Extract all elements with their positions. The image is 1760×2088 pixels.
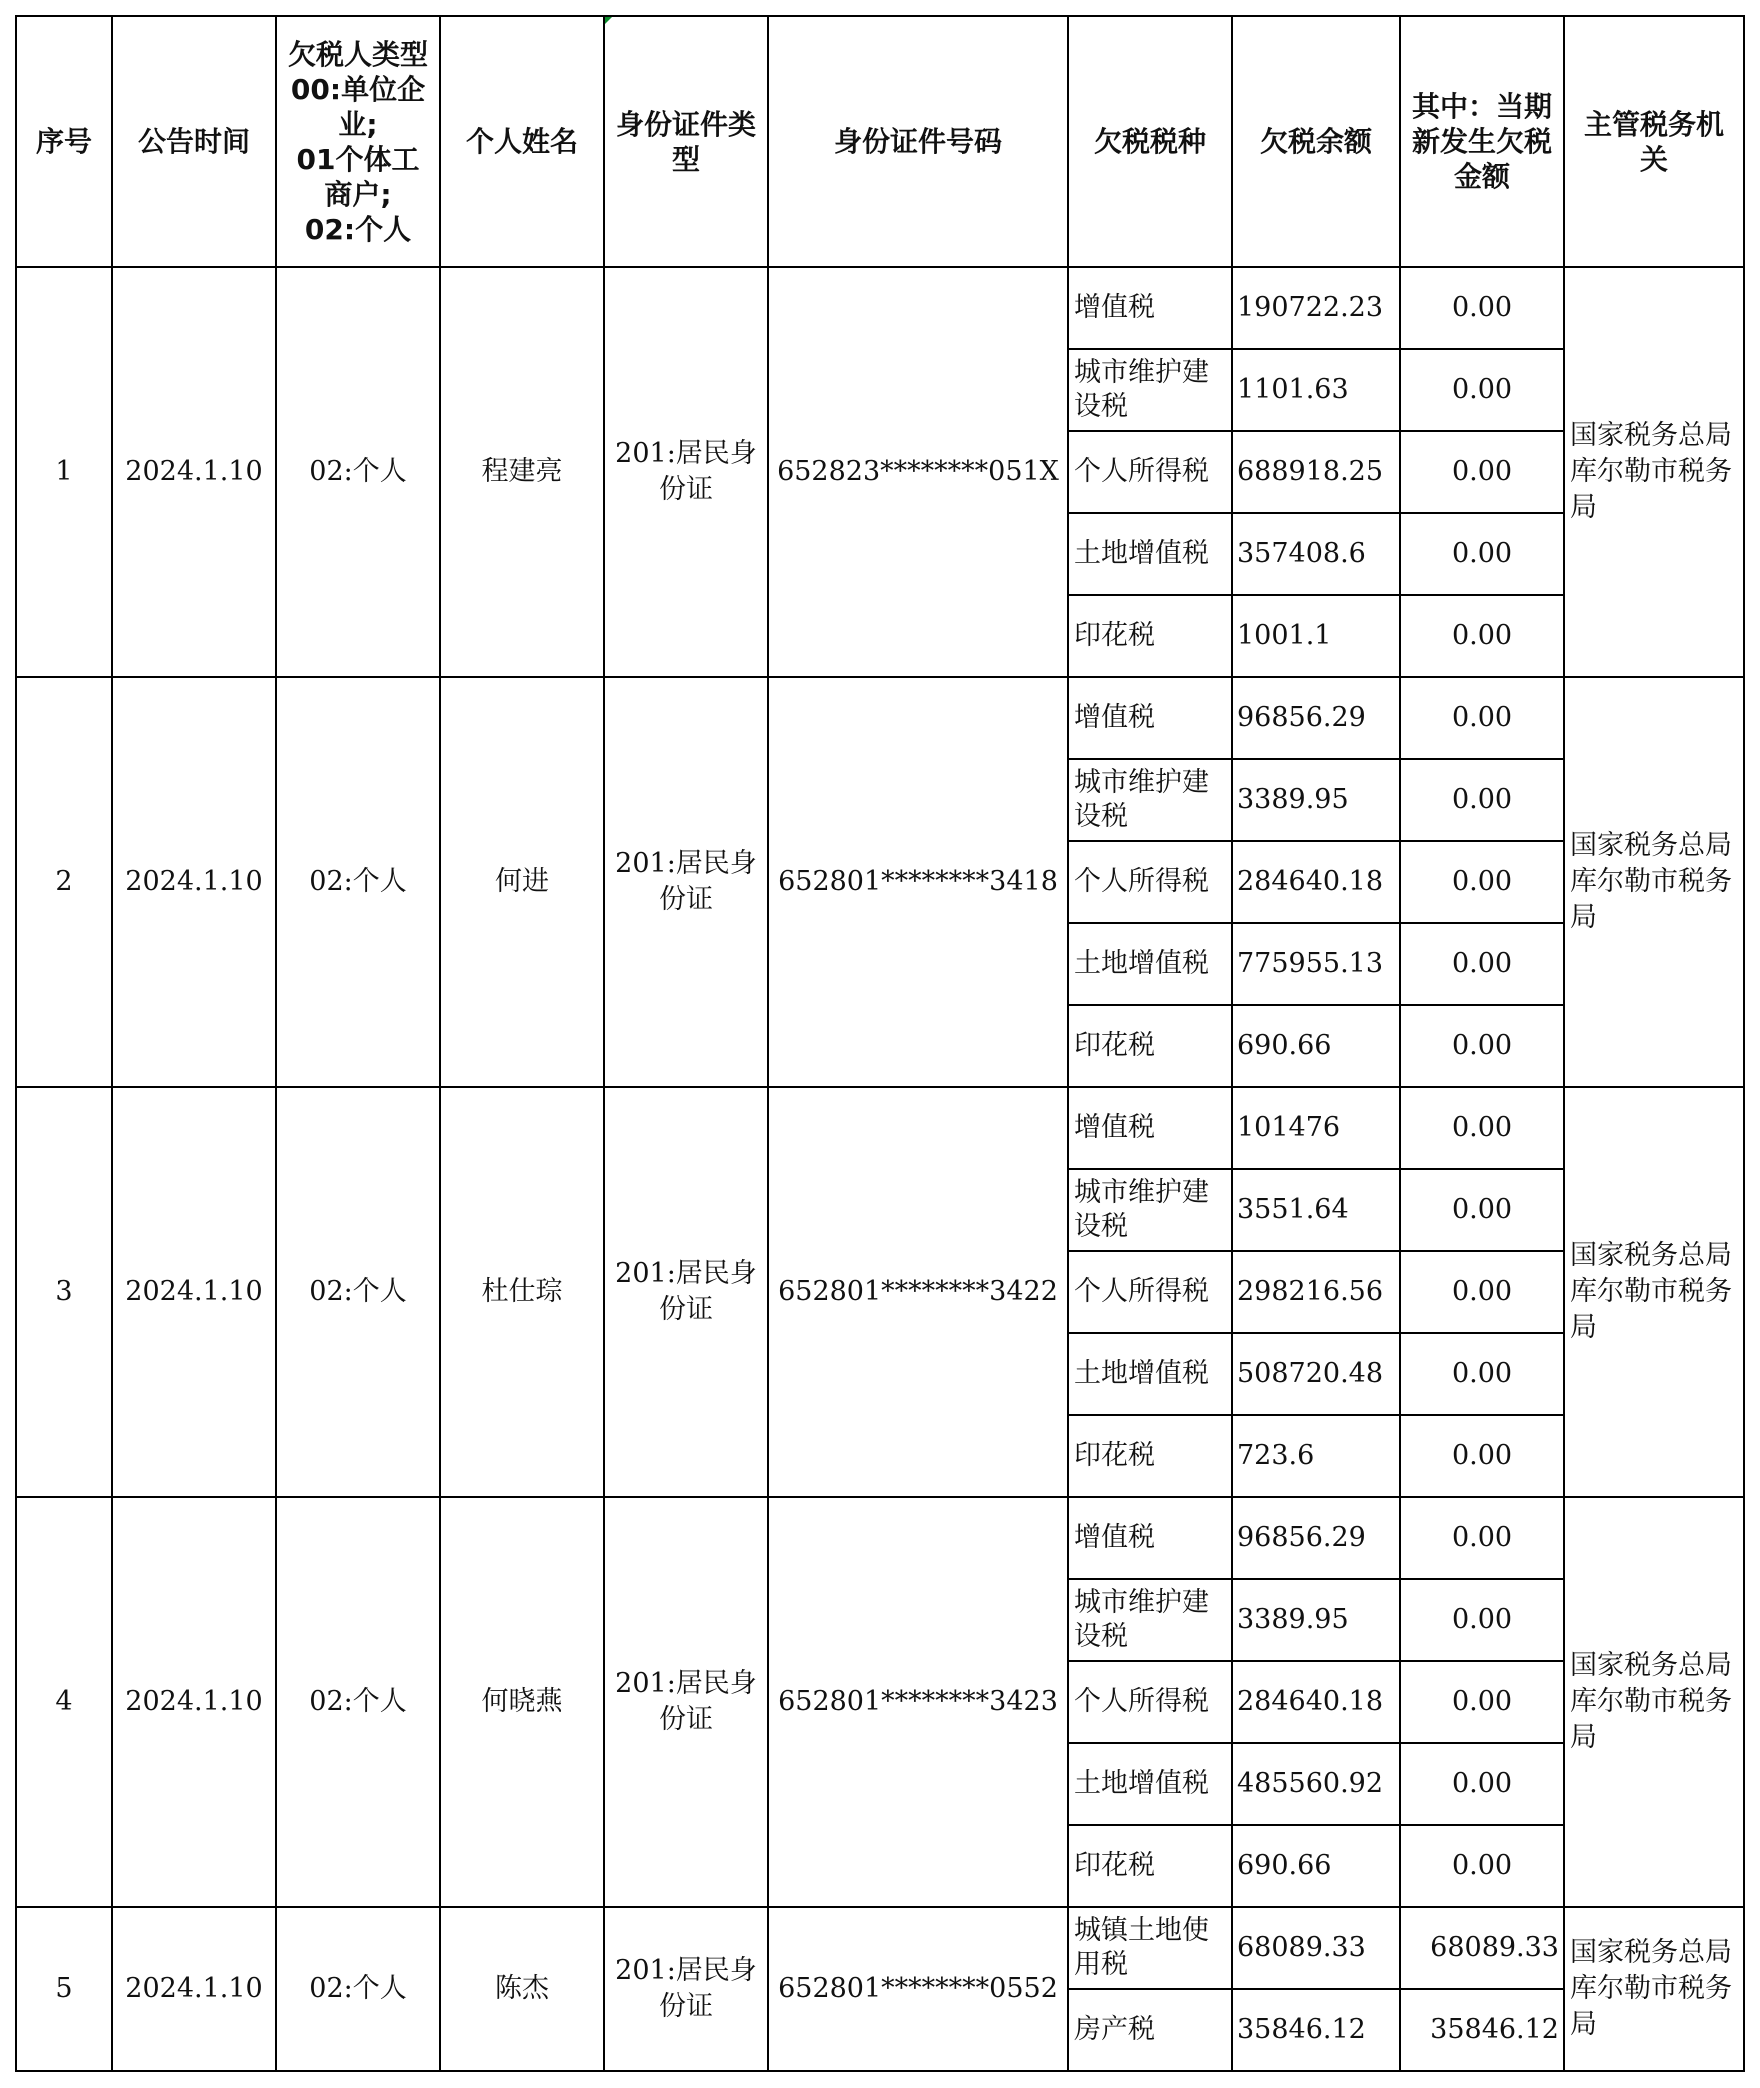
tax-kind-cell: 个人所得税: [1068, 431, 1232, 513]
taxpayer-type-cell: 02:个人: [276, 677, 440, 1087]
balance-cell: 775955.13: [1232, 923, 1400, 1005]
table-row: [16, 677, 1744, 759]
tax-kind-cell: 房产税: [1068, 1989, 1232, 2071]
balance-cell: 3551.64: [1232, 1169, 1400, 1251]
tax-kind-cell: 土地增值税: [1068, 513, 1232, 595]
balance-cell: 101476: [1232, 1087, 1400, 1169]
taxpayer-type-cell: 02:个人: [276, 267, 440, 677]
id-type-cell: 201:居民身份证: [604, 677, 768, 1087]
current-cell: 0.00: [1400, 1169, 1564, 1251]
tax-kind-cell: 城市维护建设税: [1068, 759, 1232, 841]
header-balance: 欠税余额: [1232, 16, 1400, 267]
id-type-cell: 201:居民身份证: [604, 1497, 768, 1907]
header-id-type: 身份证件类型: [604, 16, 768, 267]
balance-cell: 690.66: [1232, 1005, 1400, 1087]
date-cell: 2024.1.10: [112, 1907, 276, 2071]
balance-cell: 35846.12: [1232, 1989, 1400, 2071]
seq-cell: 5: [16, 1907, 112, 2071]
balance-cell: 284640.18: [1232, 841, 1400, 923]
balance-cell: 3389.95: [1232, 1579, 1400, 1661]
header-current: 其中：当期 新发生欠税金额: [1400, 16, 1564, 267]
current-cell: 0.00: [1400, 1415, 1564, 1497]
balance-cell: 190722.23: [1232, 267, 1400, 349]
current-cell: 0.00: [1400, 1825, 1564, 1907]
header-name: 个人姓名: [440, 16, 604, 267]
balance-cell: 688918.25: [1232, 431, 1400, 513]
header-taxpayer-type: 欠税人类型 00:单位企业; 01个体工商户; 02:个人: [276, 16, 440, 267]
tax-kind-cell: 土地增值税: [1068, 923, 1232, 1005]
tax-kind-cell: 个人所得税: [1068, 1251, 1232, 1333]
current-cell: 0.00: [1400, 759, 1564, 841]
tax-kind-cell: 印花税: [1068, 1825, 1232, 1907]
id-number-cell: 652801********3422: [768, 1087, 1068, 1497]
balance-cell: 508720.48: [1232, 1333, 1400, 1415]
id-number-cell: 652823********051X: [768, 267, 1068, 677]
balance-cell: 68089.33: [1232, 1907, 1400, 1989]
id-type-cell: 201:居民身份证: [604, 1087, 768, 1497]
table-row: [16, 1497, 1744, 1579]
name-cell: 何晓燕: [440, 1497, 604, 1907]
table-body: [16, 267, 1744, 2071]
tax-kind-cell: 增值税: [1068, 267, 1232, 349]
current-cell: 0.00: [1400, 1579, 1564, 1661]
current-cell: 68089.33: [1400, 1907, 1564, 1989]
current-cell: 0.00: [1400, 513, 1564, 595]
current-cell: 0.00: [1400, 1251, 1564, 1333]
tax-kind-cell: 增值税: [1068, 677, 1232, 759]
current-cell: 0.00: [1400, 1497, 1564, 1579]
tax-kind-cell: 个人所得税: [1068, 1661, 1232, 1743]
id-number-cell: 652801********3423: [768, 1497, 1068, 1907]
current-cell: 0.00: [1400, 1661, 1564, 1743]
taxpayer-type-cell: 02:个人: [276, 1907, 440, 2071]
taxpayer-type-cell: 02:个人: [276, 1087, 440, 1497]
tax-kind-cell: 个人所得税: [1068, 841, 1232, 923]
tax-kind-cell: 城市维护建设税: [1068, 1579, 1232, 1661]
balance-cell: 96856.29: [1232, 677, 1400, 759]
tax-kind-cell: 土地增值税: [1068, 1333, 1232, 1415]
tax-kind-cell: 城市维护建设税: [1068, 349, 1232, 431]
header-row: [16, 16, 1744, 267]
date-cell: 2024.1.10: [112, 267, 276, 677]
balance-cell: 357408.6: [1232, 513, 1400, 595]
current-cell: 0.00: [1400, 841, 1564, 923]
seq-cell: 4: [16, 1497, 112, 1907]
tax-authority-cell: 国家税务总局库尔勒市税务局: [1564, 1907, 1744, 2071]
balance-cell: 298216.56: [1232, 1251, 1400, 1333]
current-cell: 0.00: [1400, 1333, 1564, 1415]
balance-cell: 690.66: [1232, 1825, 1400, 1907]
current-cell: 0.00: [1400, 1087, 1564, 1169]
tax-kind-cell: 增值税: [1068, 1087, 1232, 1169]
balance-cell: 3389.95: [1232, 759, 1400, 841]
tax-authority-cell: 国家税务总局库尔勒市税务局: [1564, 1497, 1744, 1907]
header-tax-kind: 欠税税种: [1068, 16, 1232, 267]
tax-kind-cell: 印花税: [1068, 1005, 1232, 1087]
id-number-cell: 652801********0552: [768, 1907, 1068, 2071]
date-cell: 2024.1.10: [112, 1087, 276, 1497]
seq-cell: 1: [16, 267, 112, 677]
id-number-cell: 652801********3418: [768, 677, 1068, 1087]
tax-kind-cell: 城镇土地使用税: [1068, 1907, 1232, 1989]
current-cell: 0.00: [1400, 431, 1564, 513]
current-cell: 0.00: [1400, 923, 1564, 1005]
name-cell: 杜仕琮: [440, 1087, 604, 1497]
id-type-cell: 201:居民身份证: [604, 1907, 768, 2071]
id-type-cell: 201:居民身份证: [604, 267, 768, 677]
header-seq: 序号: [16, 16, 112, 267]
name-cell: 程建亮: [440, 267, 604, 677]
balance-cell: 1101.63: [1232, 349, 1400, 431]
tax-kind-cell: 印花税: [1068, 1415, 1232, 1497]
tax-kind-cell: 土地增值税: [1068, 1743, 1232, 1825]
table-row: [16, 1087, 1744, 1169]
current-cell: 0.00: [1400, 267, 1564, 349]
tax-arrears-table: [15, 15, 1745, 2072]
header-date: 公告时间: [112, 16, 276, 267]
tax-authority-cell: 国家税务总局库尔勒市税务局: [1564, 267, 1744, 677]
current-cell: 0.00: [1400, 1743, 1564, 1825]
current-cell: 0.00: [1400, 677, 1564, 759]
header-tax-authority: 主管税务机关: [1564, 16, 1744, 267]
date-cell: 2024.1.10: [112, 1497, 276, 1907]
tax-kind-cell: 城市维护建设税: [1068, 1169, 1232, 1251]
balance-cell: 1001.1: [1232, 595, 1400, 677]
name-cell: 何进: [440, 677, 604, 1087]
current-cell: 35846.12: [1400, 1989, 1564, 2071]
tax-authority-cell: 国家税务总局库尔勒市税务局: [1564, 677, 1744, 1087]
balance-cell: 96856.29: [1232, 1497, 1400, 1579]
taxpayer-type-cell: 02:个人: [276, 1497, 440, 1907]
current-cell: 0.00: [1400, 1005, 1564, 1087]
date-cell: 2024.1.10: [112, 677, 276, 1087]
balance-cell: 485560.92: [1232, 1743, 1400, 1825]
header-id-number: 身份证件号码: [768, 16, 1068, 267]
tax-kind-cell: 印花税: [1068, 595, 1232, 677]
balance-cell: 284640.18: [1232, 1661, 1400, 1743]
tax-authority-cell: 国家税务总局库尔勒市税务局: [1564, 1087, 1744, 1497]
tax-kind-cell: 增值税: [1068, 1497, 1232, 1579]
seq-cell: 2: [16, 677, 112, 1087]
current-cell: 0.00: [1400, 595, 1564, 677]
table-row: [16, 1907, 1744, 1989]
table-row: [16, 267, 1744, 349]
name-cell: 陈杰: [440, 1907, 604, 2071]
seq-cell: 3: [16, 1087, 112, 1497]
balance-cell: 723.6: [1232, 1415, 1400, 1497]
current-cell: 0.00: [1400, 349, 1564, 431]
